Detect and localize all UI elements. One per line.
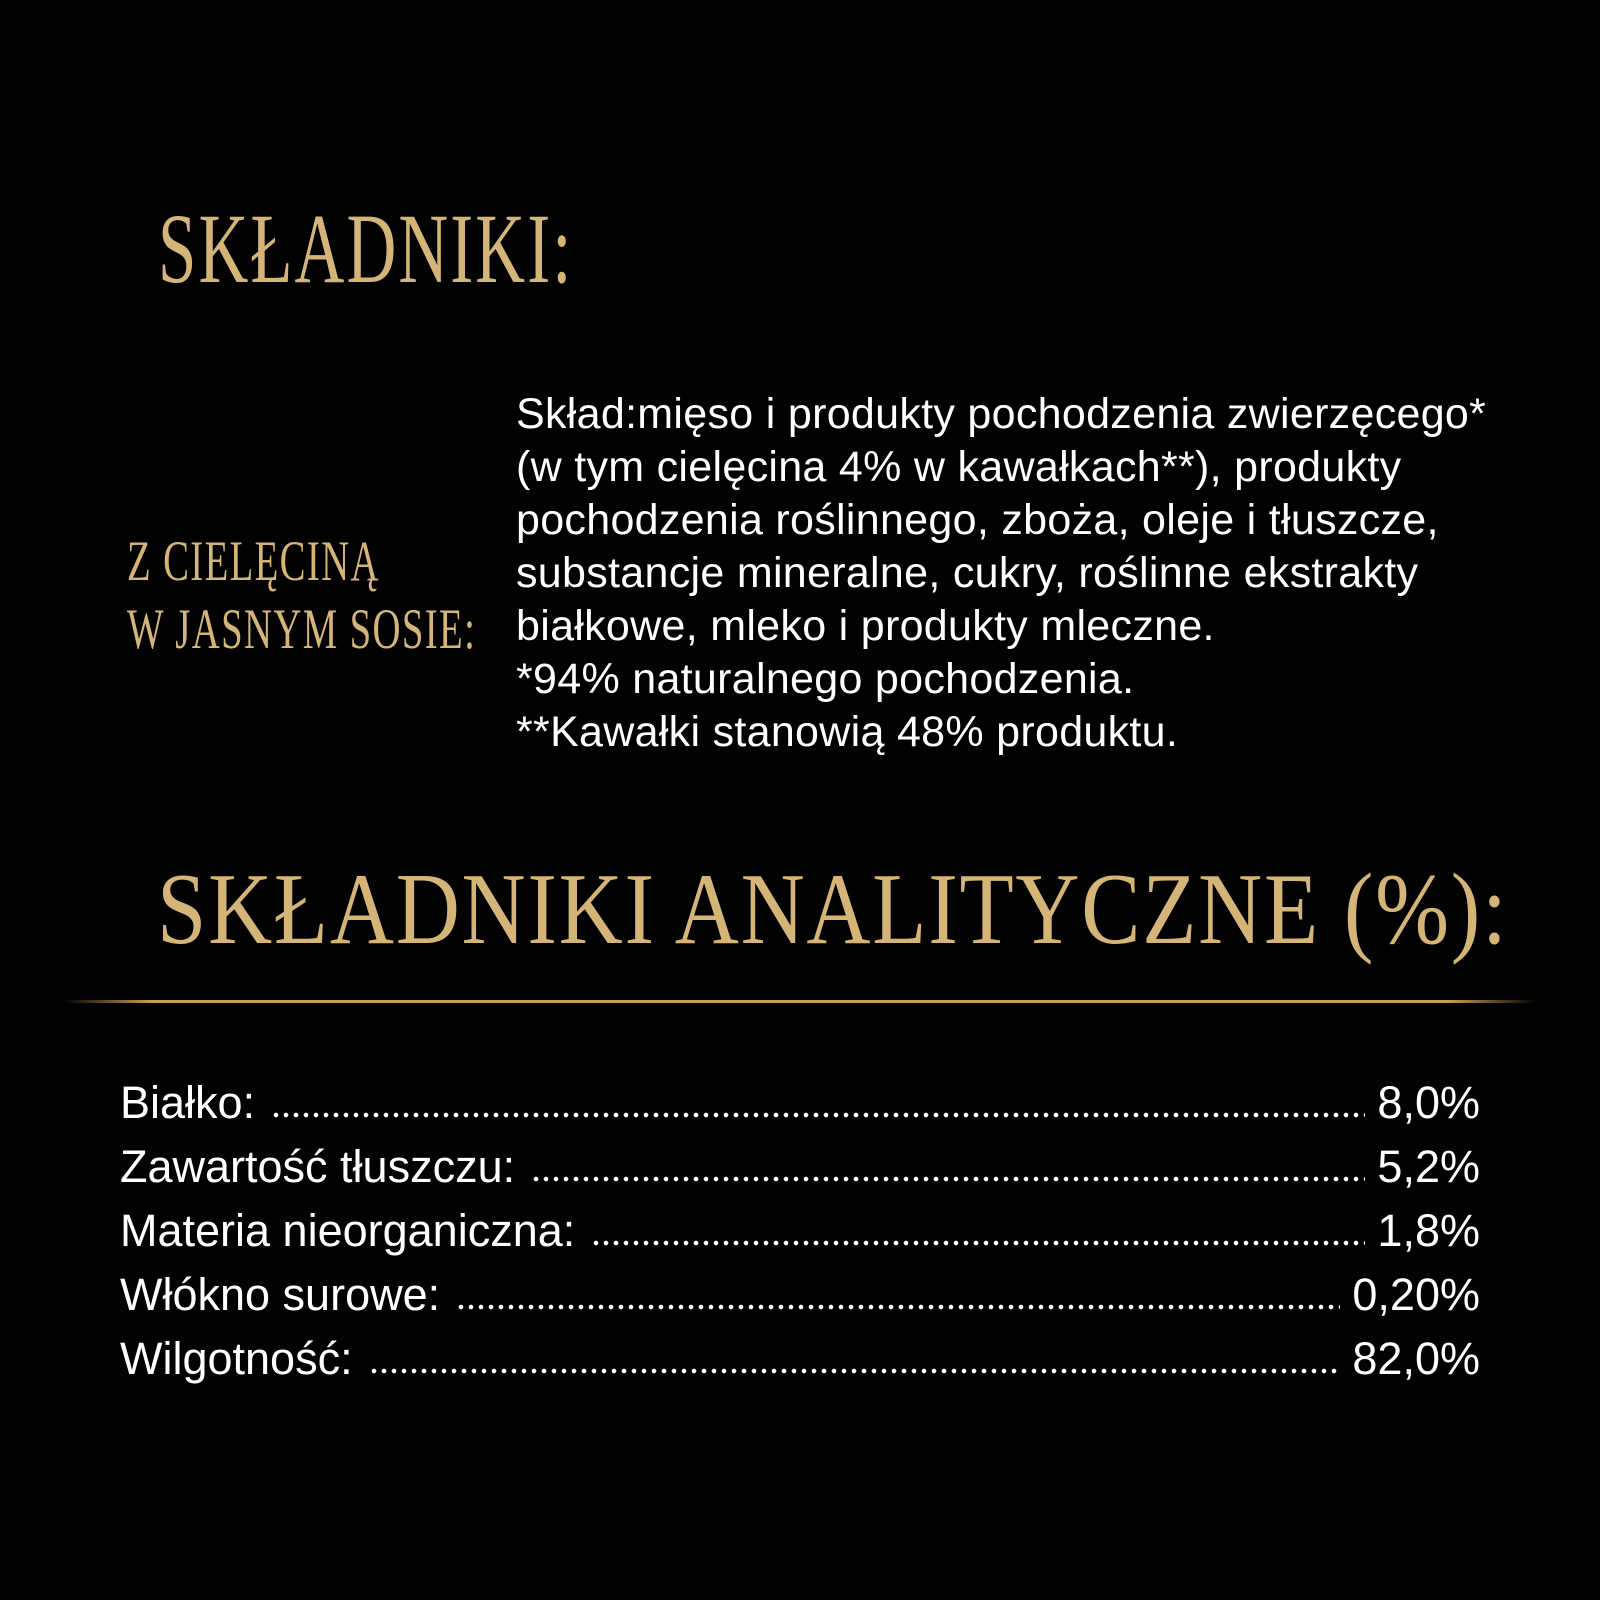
analytical-row-value: 1,8%	[1377, 1205, 1480, 1256]
analytical-row-label: Materia nieorganiczna:	[120, 1205, 576, 1256]
analytical-row-protein	[120, 1071, 1480, 1135]
dotted-leader	[531, 1176, 1365, 1182]
variant-label-line-2: W JASNYM SOSIE:	[127, 598, 477, 661]
ingredients-heading: SKŁADNIKI:	[158, 193, 574, 304]
dotted-leader	[456, 1304, 1340, 1310]
analytical-row-label: Wilgotność:	[120, 1333, 353, 1384]
analytical-row-value: 82,0%	[1352, 1333, 1480, 1384]
variant-label	[127, 528, 476, 664]
composition-line: (w tym cielęcina 4% w kawałkach**), produkty	[516, 443, 1402, 491]
gold-divider-line	[64, 1000, 1536, 1003]
analytical-row-label: Włókno surowe:	[120, 1269, 441, 1320]
composition-line: substancje mineralne, cukry, roślinne ekstrakty	[516, 549, 1419, 597]
analytical-row-value: 0,20%	[1352, 1269, 1480, 1320]
analytical-row-inorganic-matter	[120, 1199, 1480, 1263]
composition-line: białkowe, mleko i produkty mleczne.	[516, 602, 1215, 650]
dotted-leader	[271, 1112, 1365, 1118]
analytical-table	[120, 1071, 1480, 1391]
variant-label-line-1: Z CIELĘCINĄ	[127, 530, 380, 593]
analytical-row-crude-fibre	[120, 1263, 1480, 1327]
composition-footnote-1: *94% naturalnego pochodzenia.	[516, 655, 1135, 703]
analytical-row-fat	[120, 1135, 1480, 1199]
composition-line: pochodzenia roślinnego, zboża, oleje i tłuszcze,	[516, 496, 1439, 544]
composition-footnote-2: **Kawałki stanowią 48% produktu.	[516, 708, 1179, 756]
analytical-row-label: Zawartość tłuszczu:	[120, 1141, 516, 1192]
analytical-row-moisture	[120, 1327, 1480, 1391]
composition-paragraph	[516, 388, 1536, 759]
analytical-row-label: Białko:	[120, 1077, 256, 1128]
dotted-leader	[591, 1240, 1365, 1246]
composition-line: Skład:mięso i produkty pochodzenia zwierzęcego*	[516, 390, 1487, 438]
analytical-row-value: 8,0%	[1377, 1077, 1480, 1128]
analytical-row-value: 5,2%	[1377, 1141, 1480, 1192]
analytical-constituents-heading: SKŁADNIKI ANALITYCZNE (%):	[157, 853, 1509, 966]
dotted-leader	[369, 1368, 1341, 1374]
